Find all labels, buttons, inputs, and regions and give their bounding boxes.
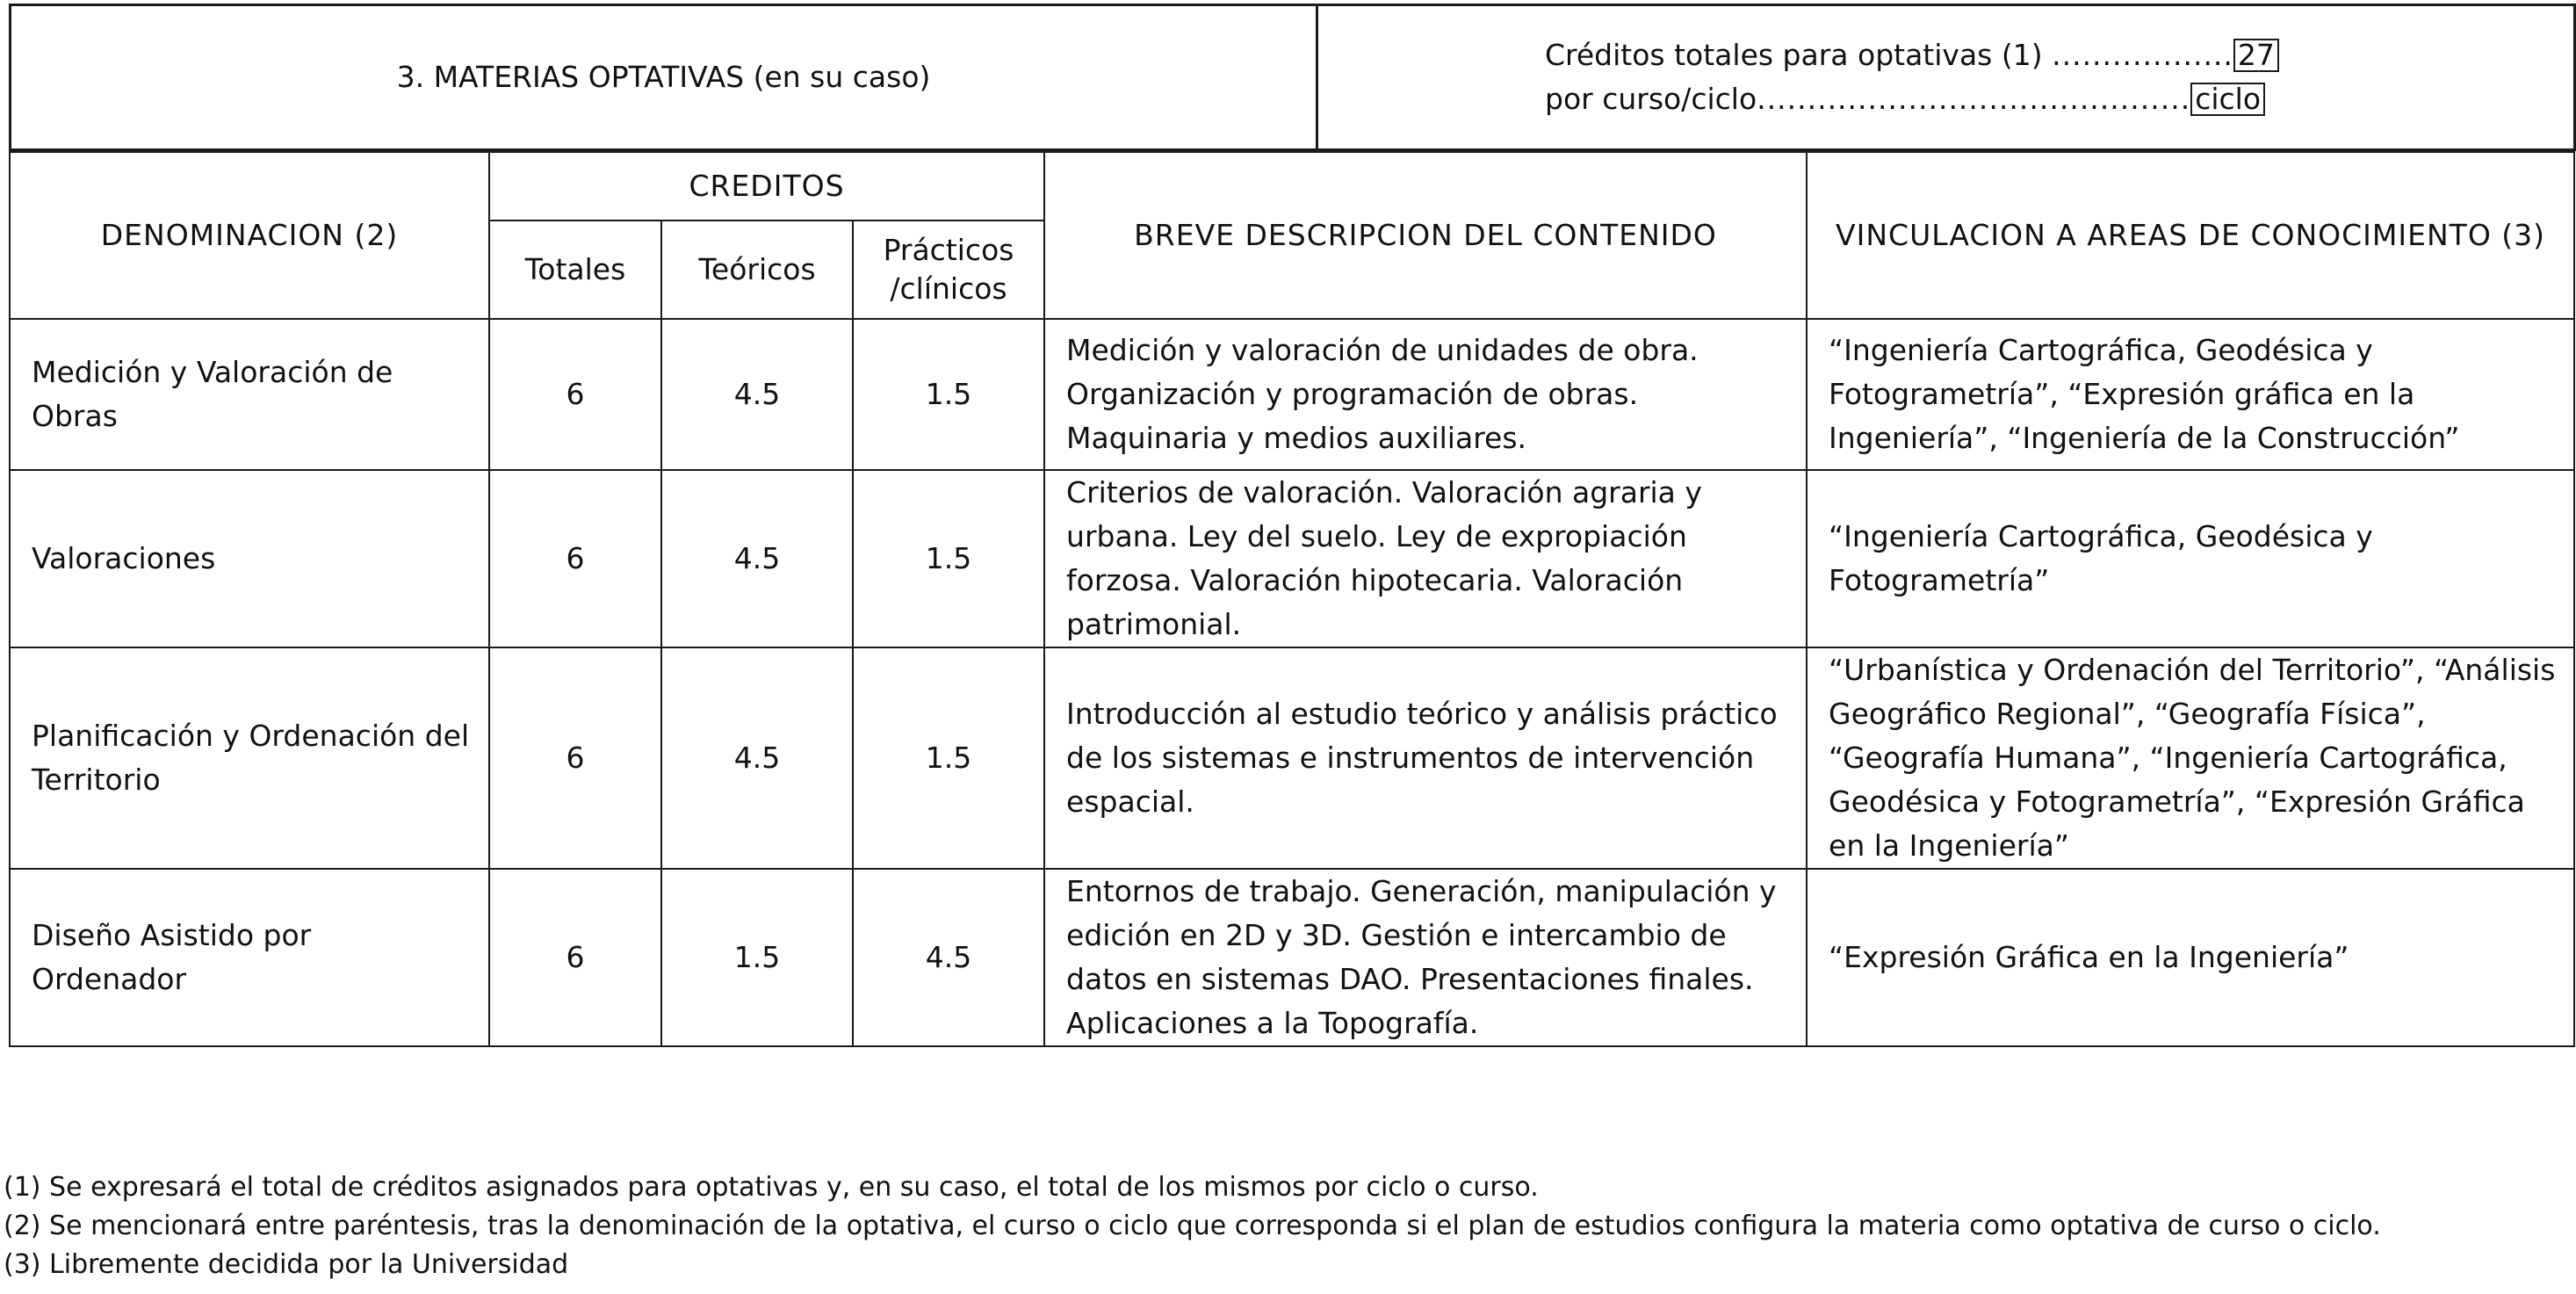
col-practicos [853, 220, 1044, 319]
credits-summary [1317, 5, 2575, 150]
total-credits-dots: .................. [2052, 38, 2233, 72]
col-creditos: CREDITOS [489, 152, 1044, 220]
subject-description: Medición y valoración de unidades de obra. Organización y programación de obras. Maquinaria y medios auxiliares. [1044, 319, 1807, 470]
col-descripcion: BREVE DESCRIPCION DEL CONTENIDO [1044, 152, 1807, 319]
footnote-3: (3) Libremente decidida por la Universidad [4, 1249, 569, 1280]
subject-name: Planificación y Ordenación del Territorio [10, 647, 489, 869]
footnotes [4, 1168, 2381, 1284]
credits-practicos: 1.5 [853, 319, 1044, 470]
subject-description: Introducción al estudio teórico y análisis práctico de los sistemas e instrumentos de intervención espacial. [1044, 647, 1807, 869]
subject-name: Diseño Asistido por Ordenador [10, 869, 489, 1046]
subject-description: Entornos de trabajo. Generación, manipulación y edición en 2D y 3D. Gestión e intercambio de datos en sistemas DAO. Presentaciones finales. Aplicaciones a la Topografía. [1044, 869, 1807, 1046]
credits-practicos: 4.5 [853, 869, 1044, 1046]
knowledge-areas: “Ingeniería Cartográfica, Geodésica y Fotogrametría”, “Expresión gráfica en la Ingeniería”, “Ingeniería de la Construcción” [1807, 319, 2574, 470]
table-row [10, 470, 2574, 647]
per-cycle-line [1318, 77, 2573, 121]
credits-teoricos: 4.5 [661, 470, 853, 647]
total-credits-label: Créditos totales para optativas (1) [1545, 38, 2043, 72]
col-practicos-line1: Prácticos [883, 233, 1014, 267]
credits-practicos: 1.5 [853, 647, 1044, 869]
knowledge-areas: “Ingeniería Cartográfica, Geodésica y Fotogrametría” [1807, 470, 2574, 647]
credits-teoricos: 4.5 [661, 319, 853, 470]
credits-teoricos: 4.5 [661, 647, 853, 869]
section-title: 3. MATERIAS OPTATIVAS (en su caso) [11, 5, 1317, 150]
subject-name: Valoraciones [10, 470, 489, 647]
credits-totales: 6 [489, 470, 661, 647]
credits-totales: 6 [489, 319, 661, 470]
subjects-table [9, 151, 2575, 1047]
footnote-2: (2) Se mencionará entre paréntesis, tras la denominación de la optativa, el curso o ciclo que corresponda si el plan de estudios configura la materia como optativa de curso o ciclo. [4, 1211, 2381, 1241]
subject-description: Criterios de valoración. Valoración agraria y urbana. Ley del suelo. Ley de expropiación forzosa. Valoración hipotecaria. Valoración patrimonial. [1044, 470, 1807, 647]
table-row [10, 869, 2574, 1046]
header-table [9, 4, 2576, 151]
total-credits-line [1318, 33, 2573, 77]
knowledge-areas: “Expresión Gráfica en la Ingeniería” [1807, 869, 2574, 1046]
col-teoricos: Teóricos [661, 220, 853, 319]
table-row [10, 647, 2574, 869]
credits-practicos: 1.5 [853, 470, 1044, 647]
per-cycle-dots: ........................................... [1757, 82, 2191, 116]
col-vinculacion: VINCULACION A AREAS DE CONOCIMIENTO (3) [1807, 152, 2574, 319]
per-cycle-value: ciclo [2190, 83, 2265, 116]
total-credits-value: 27 [2233, 39, 2279, 72]
subject-name: Medición y Valoración de Obras [10, 319, 489, 470]
knowledge-areas: “Urbanística y Ordenación del Territorio”, “Análisis Geográfico Regional”, “Geografía Física”, “Geografía Humana”, “Ingeniería Cartográfica, Geodésica y Fotogrametría”, “Expresión Gráfica en la Ingeniería” [1807, 647, 2574, 869]
col-practicos-line2: /clínicos [890, 271, 1007, 306]
table-row [10, 319, 2574, 470]
col-totales: Totales [489, 220, 661, 319]
col-denominacion: DENOMINACION (2) [10, 152, 489, 319]
per-cycle-label: por curso/ciclo [1545, 82, 1757, 116]
footnote-1: (1) Se expresará el total de créditos asignados para optativas y, en su caso, el total de los mismos por ciclo o curso. [4, 1172, 1539, 1203]
credits-totales: 6 [489, 647, 661, 869]
credits-teoricos: 1.5 [661, 869, 853, 1046]
credits-totales: 6 [489, 869, 661, 1046]
